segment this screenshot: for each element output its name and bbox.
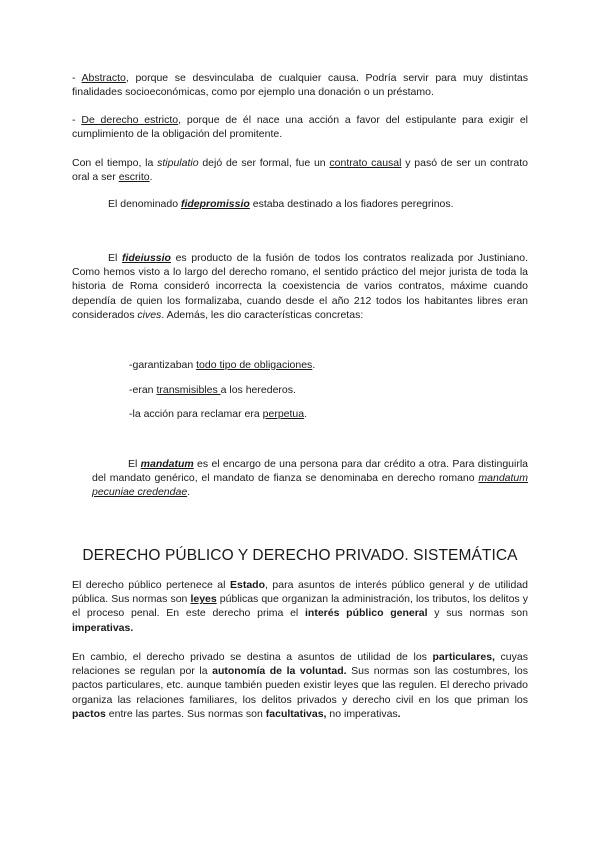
paragraph-mandatum: El mandatum es el encargo de una persona para dar crédito a otra. Para distinguirla del mandato genérico, el mandato de fianza se denominaba en derecho romano mandatum pecuniae credendae. (92, 458, 529, 499)
list-item: -garantizaban todo tipo de obligaciones. (129, 359, 316, 371)
term-imperativas: imperativas. (72, 621, 134, 634)
paragraph-abstracto: - Abstracto, porque se desvinculaba de cualquier causa. Podría servir para muy distintas finalidades socioeconómicas, como por ejemplo una donación o un préstamo. (72, 72, 528, 99)
term-mandatum-pecuniae: mandatum pecuniae credendae (92, 472, 528, 499)
term-interes-publico: interés público general (305, 607, 428, 620)
term-contrato-causal: contrato causal (329, 157, 402, 169)
term-stipulatio: stipulatio (157, 157, 199, 169)
term-facultativas: facultativas, (265, 707, 327, 720)
paragraph-fidepromissio: El denominado fidepromissio estaba destinado a los fiadores peregrinos. (108, 198, 454, 210)
list-item: -la acción para reclamar era perpetua. (129, 408, 308, 420)
term-fidepromissio: fidepromissio (180, 198, 250, 210)
term-autonomia: autonomía de la voluntad. (212, 665, 347, 678)
term-mandatum: mandatum (140, 458, 194, 470)
paragraph-stipulatio: Con el tiempo, la stipulatio dejó de ser formal, fue un contrato causal y pasó de ser un contrato oral a ser escrito. (72, 157, 528, 184)
paragraph-derecho-estricto: - De derecho estricto, porque de él nace una acción a favor del estipulante para exigir el cumplimiento de la obligación del promitente. (72, 114, 528, 141)
term-leyes: leyes (190, 593, 217, 606)
section-heading: DERECHO PÚBLICO Y DERECHO PRIVADO. SISTEMÁTICA (82, 547, 518, 564)
term-abstracto: Abstracto (81, 72, 126, 84)
paragraph-derecho-publico: El derecho público pertenece al Estado, para asuntos de interés público general y de utilidad pública. Sus normas son leyes públicas que organizan la administración, los tributos, los delitos y el proceso penal. En este derecho prima el interés público general y sus normas son imperativas. (72, 579, 528, 634)
paragraph-fideiussio: El fideiussio es producto de la fusión de todos los contratos realizada por Justiniano. Como hemos visto a lo largo del derecho romano, el sentido práctico del mejor jurista de toda la historia de Roma consideró incorrecta la coexistencia de varios contratos, máxime cuando dependía de quien los formalizaba, cuando desde el año 212 todos los habitantes libres eran considerados cives. Además, les dio características concretas: (72, 252, 528, 321)
term-derecho-estricto: De derecho estricto (81, 114, 179, 126)
list-item: -eran transmisibles a los herederos. (129, 384, 296, 396)
paragraph-derecho-privado: En cambio, el derecho privado se destina a asuntos de utilidad de los particulares, cuyas relaciones se regulan por la autonomía de la voluntad. Sus normas son las costumbres, los pactos particulares, etc. aunque también pueden existir leyes que las regulen. El derecho privado organiza las relaciones familiares, los delitos privados y derecho civil en los que priman los pactos entre las partes. Sus normas son facultativas, no imperativas. (72, 651, 528, 720)
term-estado: Estado (229, 579, 265, 591)
term-escrito: escrito (118, 171, 150, 184)
term-particulares: particulares, (432, 651, 495, 663)
term-fideiussio: fideiussio (121, 252, 171, 264)
term-cives: cives (137, 308, 162, 321)
term-pactos: pactos (72, 707, 106, 720)
